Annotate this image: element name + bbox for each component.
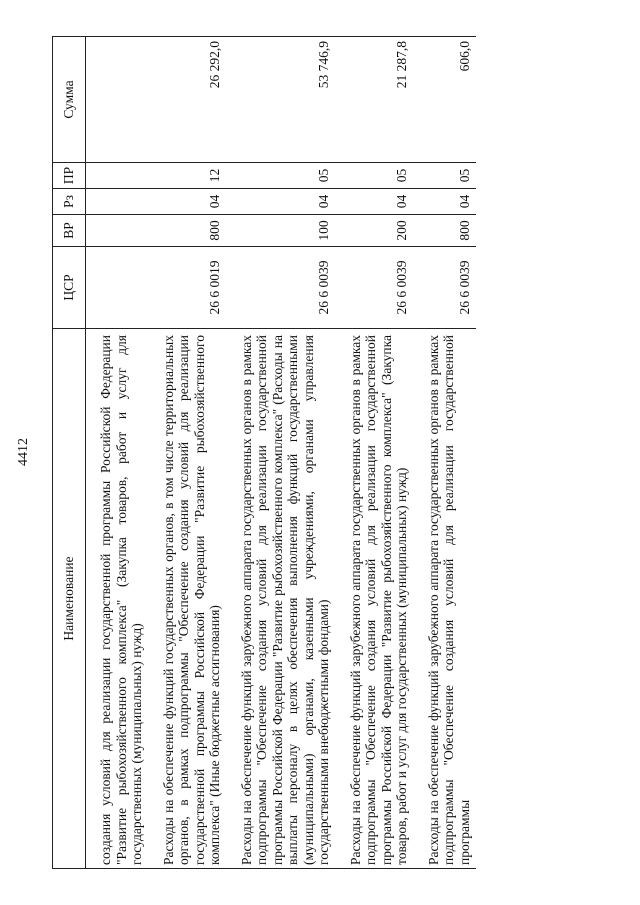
row-rz: 04 xyxy=(157,188,227,214)
table-spacer xyxy=(149,36,157,868)
table-row xyxy=(157,36,227,868)
header-sum: Сумма xyxy=(53,36,86,162)
row-name: Расходы на обеспечение функций зарубежного аппарата государственных органов в рамках подпрограммы "Обеспечение создания условий для реализации государственной программы Российской Федерации "Развитие рыбохозяйственного комплекса" (Закупка товаров, работ и услуг для государственных (муниципальных) нужд) xyxy=(344,328,414,868)
row-vr: 200 xyxy=(344,214,414,246)
rotated-page-content xyxy=(52,37,582,869)
row-vr xyxy=(94,214,149,246)
row-pr: 05 xyxy=(422,162,477,188)
table-row xyxy=(94,36,149,868)
table-spacer xyxy=(227,36,235,868)
row-csr: 26 6 0039 xyxy=(344,246,414,328)
row-rz xyxy=(94,188,149,214)
row-rz: 04 xyxy=(344,188,414,214)
table-spacer xyxy=(336,36,344,868)
row-sum: 53 746,9 xyxy=(235,36,336,162)
row-vr: 800 xyxy=(422,214,477,246)
row-name: создания условий для реализации государственной программы Российской Федерации "Развитие рыбохозяйственного комплекса" (Закупка товаров, работ и услуг для государственных (муниципальных) нужд) xyxy=(94,328,149,868)
row-sum: 26 292,0 xyxy=(157,36,227,162)
header-rz: Рз xyxy=(53,188,86,214)
budget-table xyxy=(52,36,476,869)
row-pr: 05 xyxy=(344,162,414,188)
row-csr: 26 6 0039 xyxy=(422,246,477,328)
row-sum: 606,0 xyxy=(422,36,477,162)
header-csr: ЦСР xyxy=(53,246,86,328)
row-name: Расходы на обеспечение функций зарубежного аппарата государственных органов в рамках подпрограммы "Обеспечение создания условий для реализации государственной программы xyxy=(422,328,477,868)
table-row xyxy=(235,36,336,868)
page-number: 4412 xyxy=(16,438,31,466)
header-vr: ВР xyxy=(53,214,86,246)
row-vr: 800 xyxy=(157,214,227,246)
row-name: Расходы на обеспечение функций зарубежного аппарата государственных органов в рамках подпрограммы "Обеспечение создания условий для реализации государственной программы Российской Федерации "Развитие рыбохозяйственного комплекса" (Расходы на выплаты персоналу в целях обеспечения выполнения функций государственными (муниципальными) органами, казенными учреждениями, органами управления государственными внебюджетными фондами) xyxy=(235,328,336,868)
table-spacer xyxy=(414,36,422,868)
table-header-row xyxy=(53,36,86,868)
row-pr: 05 xyxy=(235,162,336,188)
row-csr: 26 6 0019 xyxy=(157,246,227,328)
row-sum xyxy=(94,36,149,162)
row-pr: 12 xyxy=(157,162,227,188)
row-csr xyxy=(94,246,149,328)
table-row xyxy=(344,36,414,868)
row-sum: 21 287,8 xyxy=(344,36,414,162)
row-rz: 04 xyxy=(422,188,477,214)
header-pr: ПР xyxy=(53,162,86,188)
table-spacer xyxy=(86,36,95,868)
row-csr: 26 6 0039 xyxy=(235,246,336,328)
row-pr xyxy=(94,162,149,188)
row-name: Расходы на обеспечение функций государственных органов, в том числе территориальных органов, в рамках подпрограммы "Обеспечение создания условий для реализации государственной программы Российской Федерации "Развитие рыбохозяйственного комплекса" (Иные бюджетные ассигнования) xyxy=(157,328,227,868)
row-vr: 100 xyxy=(235,214,336,246)
header-name: Наименование xyxy=(53,328,86,868)
row-rz: 04 xyxy=(235,188,336,214)
table-row xyxy=(422,36,477,868)
